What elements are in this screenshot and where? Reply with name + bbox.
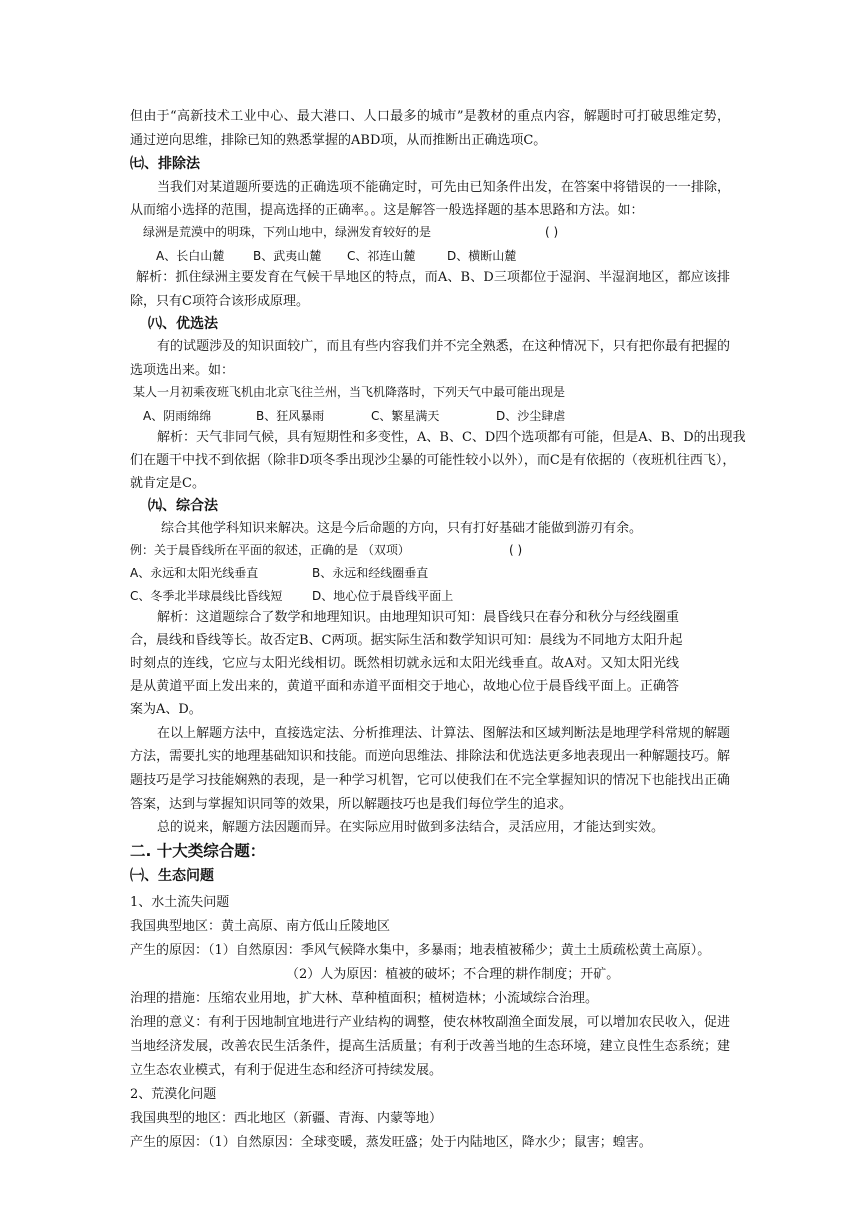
section-7-answer-bracket: ( ): [545, 225, 559, 239]
section-8-para-1: 有的试题涉及的知识面较广，而且有些内容我们并不完全熟悉，在这种情况下，只有把你最有把握的: [157, 339, 730, 354]
item-1-meaning-2: 当地经济发展，改善农民生活条件，提高生活质量；有利于改善当地的生态环境，建立良性生态系统；建: [130, 1039, 730, 1054]
item-1-title: 1、水土流失问题: [130, 895, 230, 910]
section-7-option-a: A、长白山麓: [156, 249, 225, 263]
section-7-para-2: 从而缩小选择的范围，提高选择的正确率。。这是解答一般选择题的基本思路和方法。如：: [130, 203, 644, 218]
section-8-analysis-3: 就肯定是C。: [130, 476, 205, 491]
section-8-option-d: D、沙尘肆虐: [496, 409, 566, 423]
summary-para-5: 总的说来，解题方法因题而异。在实际应用时做到多法结合，灵活应用，才能达到实效。: [157, 820, 665, 835]
summary-para-3: 题技巧是学习技能娴熟的表现，是一种学习机智，它可以使我们在不完全掌握知识的情况下也能找出正确: [130, 773, 730, 788]
section-9-analysis-1: 解析：这道题综合了数学和地理知识。由地理知识可知：晨昏线只在春分和秋分与经线圈重: [157, 610, 679, 625]
section-7-heading: ㈦、排除法: [130, 156, 200, 172]
section-9-option-d: D、地心位于晨昏线平面上: [312, 589, 454, 603]
section-8-para-2: 选项选出来。如：: [130, 363, 235, 378]
section-7-para-1: 当我们对某道题所要选的正确选项不能确定时，可先由已知条件出发，在答案中将错误的一一排除，: [157, 180, 730, 195]
section-8-analysis-1: 解析：天气非同气候，具有短期性和多变性，A、B、C、D四个选项都有可能，但是A、B、D的出现我: [157, 430, 746, 445]
section-9-option-a: A、永远和太阳光线垂直: [130, 566, 259, 580]
section-9-analysis-3: 时刻点的连线，它应与太阳光线相切。既然相切就永远和太阳光线垂直。故A对。又知太阳光线: [130, 656, 679, 671]
section-8-option-a: A、阴雨绵绵: [143, 409, 212, 423]
section-7-option-c: C、祁连山麓: [347, 249, 416, 263]
section-7-question: 绿洲是荒漠中的明珠，下列山地中，绿洲发育较好的是: [143, 225, 432, 239]
item-1-meaning-3: 立生态农业模式，有利于促进生态和经济可持续发展。: [130, 1063, 443, 1078]
section-7-option-b: B、武夷山麓: [253, 249, 322, 263]
section-7-option-d: D、横断山麓: [447, 249, 517, 263]
item-1-cause-human: （2）人为原因：植被的破坏；不合理的耕作制度；开矿。: [286, 967, 620, 982]
section-7-analysis-1: 解析：抓住绿洲主要发育在气候干旱地区的特点，而A、B、D三项都位于湿润、半湿润地区，都应该排: [136, 270, 730, 285]
summary-para-2: 方法，需要扎实的地理基础知识和技能。而逆向思维法、排除法和优选法更多地表现出一种解题技巧。解: [130, 749, 730, 764]
section-8-option-c: C、繁星满天: [371, 409, 440, 423]
section-9-question: 例：关于晨昏线所在平面的叙述，正确的是 （双项）: [130, 543, 410, 557]
item-1-meaning-1: 治理的意义：有利于因地制宜地进行产业结构的调整，使农林牧副渔全面发展，可以增加农民收入，促进: [130, 1015, 730, 1030]
item-2-cause-natural: 产生的原因：（1）自然原因：全球变暖，蒸发旺盛；处于内陆地区，降水少；鼠害；蝗害。: [130, 1135, 652, 1150]
item-2-region: 我国典型的地区：西北地区（新疆、青海、内蒙等地）: [130, 1111, 443, 1126]
section-8-question: 某人一月初乘夜班飞机由北京飞往兰州，当飞机降落时，下列天气中最可能出现是: [133, 385, 566, 399]
section-9-heading: ㈨、综合法: [148, 498, 218, 514]
section-9-option-c: C、冬季北半球晨线比昏线短: [130, 589, 283, 603]
summary-para-4: 答案，达到与掌握知识同等的效果，所以解题技巧也是我们每位学生的追求。: [130, 797, 573, 812]
section-9-analysis-2: 合，晨线和昏线等长。故否定B、C两项。据实际生活和数学知识可知：晨线为不同地方太阳升起: [130, 633, 683, 648]
intro-line-2: 通过逆向思维，排除已知的熟悉掌握的ABD项，从而推断出正确选项C。: [130, 133, 547, 148]
section-9-analysis-4: 是从黄道平面上发出来的，黄道平面和赤道平面相交于地心，故地心位于晨昏线平面上。正确答: [130, 679, 679, 694]
section-9-para-1: 综合其他学科知识来解决。这是今后命题的方向，只有打好基础才能做到游刃有余。: [161, 521, 643, 536]
intro-line-1: 但由于“高新技术工业中心、最大港口、人口最多的城市”是教材的重点内容，解题时可打破思维定势，: [130, 109, 730, 124]
section-9-option-b: B、永远和经线圈垂直: [312, 566, 429, 580]
section-7-analysis-2: 除，只有C项符合该形成原理。: [130, 294, 309, 309]
section-9-answer-bracket: ( ): [509, 543, 523, 557]
item-1-measures: 治理的措施：压缩农业用地，扩大林、草种植面积；植树造林；小流域综合治理。: [130, 991, 599, 1006]
item-2-title: 2、荒漠化问题: [130, 1087, 217, 1102]
section-9-analysis-5: 案为A、D。: [130, 702, 202, 717]
section-8-analysis-2: 们在题干中找不到依据（除非D项冬季出现沙尘暴的可能性较小以外），而C是有依据的（夜班机往西飞），: [130, 453, 736, 468]
section-8-heading: ㈧、优选法: [148, 316, 218, 332]
part-2-heading: 二. 十大类综合题：: [130, 842, 266, 860]
part-2-subheading-ecology: ㈠、生态问题: [130, 868, 214, 884]
item-1-cause-natural: 产生的原因：（1）自然原因：季风气候降水集中，多暴雨；地表植被稀少；黄土土质疏松黄土高原）。: [130, 943, 711, 958]
item-1-region: 我国典型地区：黄土高原、南方低山丘陵地区: [130, 919, 391, 934]
section-8-option-b: B、狂风暴雨: [256, 409, 325, 423]
summary-para-1: 在以上解题方法中，直接选定法、分析推理法、计算法、图解法和区域判断法是地理学科常规的解题: [157, 726, 730, 741]
